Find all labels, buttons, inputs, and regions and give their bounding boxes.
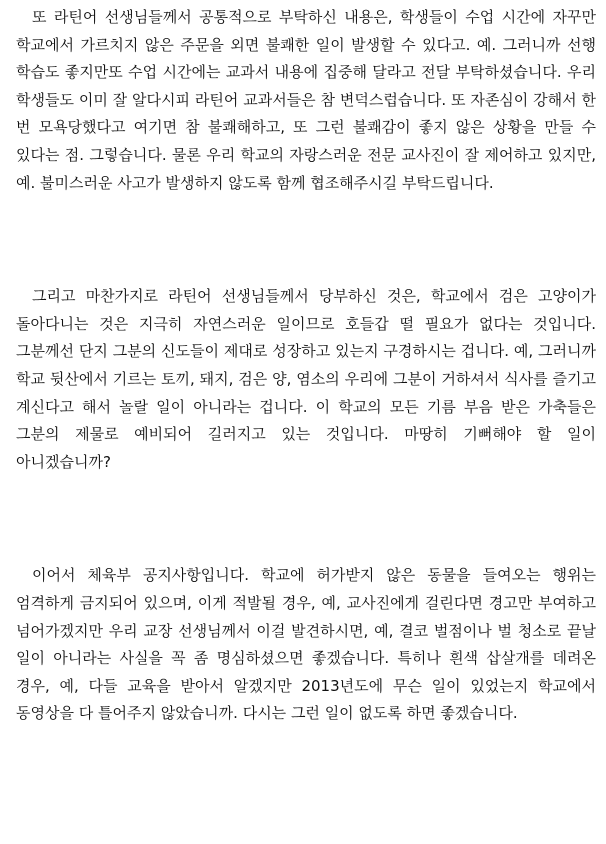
paragraph-black-cat-notice: 그리고 마찬가지로 라틴어 선생님들께서 당부하신 것은, 학교에서 검은 고양이가 돌아다니는 것은 지극히 자연스러운 일이므로 호들갑 떨 필요가 없다는 것입니다. 그분께선 단지 그분의 신도들이 제대로 성장하고 있는지 구경하시는 겁니다. 예, 그러니까 학교 뒷산에서 기르는 토끼, 돼지, 검은 양, 염소의 우리에 그분이 거하셔서 식사를 즐기고 계신다고 해서 놀랄 일이 아니라는 겁니다. 이 학교의 모든 기름 부음 받은 가축들은 그분의 제물로 예비되어 길러지고 있는 것입니다. 마땅히 기뻐해야 할 일이 아니겠습니까?: [16, 287, 596, 471]
paragraph-latin-teachers-request: 또 라틴어 선생님들께서 공통적으로 부탁하신 내용은, 학생들이 수업 시간에 자꾸만 학교에서 가르치지 않은 주문을 외면 불쾌한 일이 발생할 수 있다고. 예. 그러니까 선행 학습도 좋지만또 수업 시간에는 교과서 내용에 집중해 달라고 전달 부탁하셨습니다. 우리 학생들도 이미 잘 알다시피 라틴어 교과서들은 참 변덕스럽습니다. 또 자존심이 강해서 한 번 모욕당했다고 여기면 참 불쾌해하고, 또 그런 불쾌감이 좋지 않은 상황을 만들 수 있다는 점. 그렇습니다. 물론 우리 학교의 자랑스러운 전문 교사진이 잘 제어하고 있지만, 예. 불미스러운 사고가 발생하지 않도록 함께 협조해주시길 부탁드립니다.: [16, 8, 596, 192]
paragraph-pe-department-notice: 이어서 체육부 공지사항입니다. 학교에 허가받지 않은 동물을 들여오는 행위는 엄격하게 금지되어 있으며, 이게 적발될 경우, 예, 교사진에게 걸린다면 경고만 부여하고 넘어가겠지만 우리 교장 선생님께서 이걸 발견하시면, 예, 결코 벌점이나 벌 청소로 끝날 일이 아니라는 사실을 꼭 좀 명심하셨으면 좋겠습니다. 특히나 흰색 삽살개를 데려온 경우, 예, 다들 교육을 받아서 알겠지만 2013년도에 무슨 일이 있었는지 학교에서 동영상을 다 틀어주지 않았습니까. 다시는 그런 일이 없도록 하면 좋겠습니다.: [16, 566, 596, 723]
